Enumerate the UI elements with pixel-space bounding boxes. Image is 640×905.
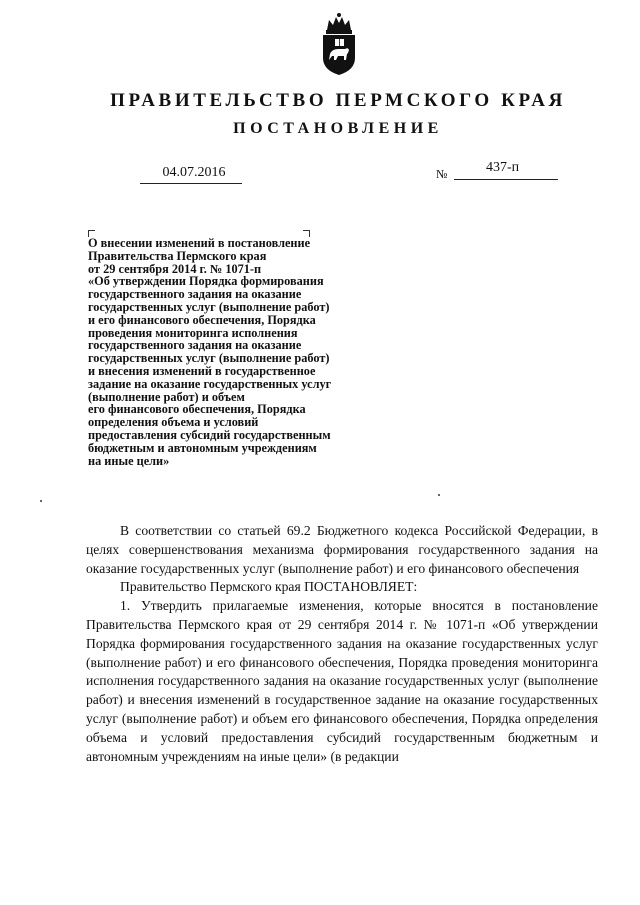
subject-line: от 29 сентября 2014 г. № 1071-п	[88, 261, 262, 276]
subject-line: О внесении изменений в постановление	[88, 236, 311, 250]
subject-line: бюджетным и автономным учреждениям	[88, 440, 317, 455]
body-paragraph-preamble: В соответствии со статьей 69.2 Бюджетного кодекса Российской Федерации, в целях совершенствования механизма формирования государственного задания на оказание государственных услуг (выполнение работ) и его финансового обеспечения	[86, 523, 598, 576]
subject-line: проведения мониторинга исполнения	[88, 325, 298, 340]
subject-line: его финансового обеспечения, Порядка	[88, 402, 306, 417]
subject-line: на иные цели»	[88, 453, 170, 468]
subject-line: задание на оказание государственных услуг	[88, 376, 332, 391]
document-subject	[88, 237, 398, 467]
date-underline	[140, 183, 242, 184]
document-number: 437-п	[486, 160, 520, 175]
subject-line: государственных услуг (выполнение работ)	[88, 299, 330, 314]
subject-line: предоставления субсидий государственным	[88, 427, 331, 442]
document-date: 04.07.2016	[162, 165, 226, 180]
subject-line: определения объема и условий	[88, 415, 259, 430]
subject-line: государственного задания на оказание	[88, 338, 302, 353]
subject-line: и внесения изменений в государственное	[88, 363, 316, 378]
subject-line: Правительства Пермского края	[88, 248, 267, 263]
number-underline	[454, 179, 558, 180]
subject-line: «Об утверждении Порядка формирования	[88, 274, 324, 289]
organization-title: ПРАВИТЕЛЬСТВО ПЕРМСКОГО КРАЯ	[110, 90, 566, 111]
scan-speck	[40, 500, 42, 502]
subject-line: государственного задания на оказание	[88, 287, 302, 302]
subject-line: и его финансового обеспечения, Порядка	[88, 312, 316, 327]
subject-line: (выполнение работ) и объем	[88, 389, 245, 404]
number-sign: №	[436, 167, 448, 181]
scan-speck	[438, 494, 440, 496]
coat-of-arms-icon	[318, 12, 360, 76]
body-paragraph-item-1: 1. Утвердить прилагаемые изменения, которые вносятся в постановление Правительства Пермского края от 29 сентября 2014 г. № 1071-п «Об утверждении Порядка формирования государственного задания на оказание государственных услуг (выполнение работ) и его финансового обеспечения, Порядка проведения мониторинга исполнения государственного задания на оказание государственных услуг (выполнение работ) и внесения изменений в государственное задание на оказание государственных услуг (выполнение работ) и объем его финансового обеспечения, Порядка определения объема и условий предоставления субсидий государственным бюджетным и автономным учреждениям на иные цели» (в редакции	[86, 598, 598, 764]
document-body	[86, 522, 598, 766]
subject-line: государственных услуг (выполнение работ)	[88, 351, 330, 366]
body-paragraph-resolves: Правительство Пермского края ПОСТАНОВЛЯЕТ:	[120, 579, 418, 595]
document-type: ПОСТАНОВЛЕНИЕ	[233, 120, 443, 137]
